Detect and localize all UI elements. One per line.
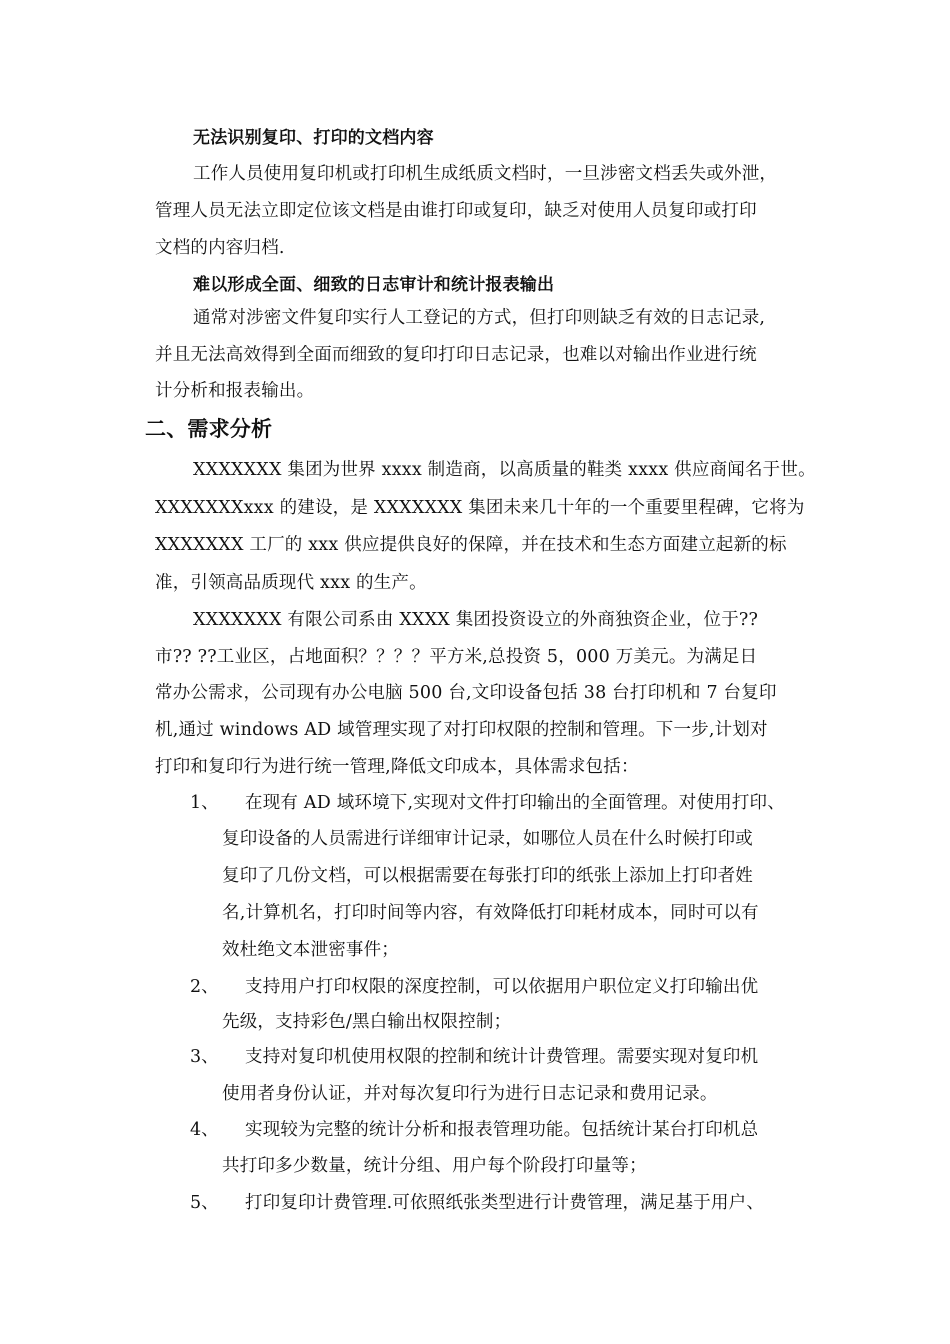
paragraph-line: 通常对涉密文件复印实行人工登记的方式，但打印则缺乏有效的日志记录, bbox=[193, 308, 766, 328]
paragraph-line: 文档的内容归档. bbox=[155, 238, 285, 258]
list-item-number: 3、 bbox=[190, 1047, 219, 1067]
list-item-line: 实现较为完整的统计分析和报表管理功能。包括统计某台打印机总 bbox=[245, 1120, 759, 1140]
list-item-line: 复印了几份文档，可以根据需要在每张打印的纸张上添加上打印者姓 bbox=[222, 866, 753, 886]
list-item-line: 打印复印计费管理.可依照纸张类型进行计费管理，满足基于用户、 bbox=[245, 1193, 765, 1213]
list-item-number: 5、 bbox=[190, 1193, 219, 1213]
paragraph-line: 管理人员无法立即定位该文档是由谁打印或复印，缺乏对使用人员复印或打印 bbox=[155, 201, 757, 221]
sub-heading-log-audit: 难以形成全面、细致的日志审计和统计报表输出 bbox=[193, 275, 555, 295]
paragraph-line: 并且无法高效得到全面而细致的复印打印日志记录，也难以对输出作业进行统 bbox=[155, 345, 757, 365]
list-item-line: 复印设备的人员需进行详细审计记录，如哪位人员在什么时候打印或 bbox=[222, 829, 753, 849]
paragraph-line: 市?? ??工业区，占地面积？？？？平方米,总投资 5，000 万美元。为满足日 bbox=[155, 647, 758, 667]
list-item-line: 支持对复印机使用权限的控制和统计计费管理。需要实现对复印机 bbox=[245, 1047, 759, 1067]
list-item-line: 共打印多少数量，统计分组、用户每个阶段打印量等； bbox=[222, 1156, 647, 1176]
paragraph-line: XXXXXXX 工厂的 xxx 供应提供良好的保障，并在技术和生态方面建立起新的标 bbox=[155, 535, 787, 555]
paragraph-line: 工作人员使用复印机或打印机生成纸质文档时，一旦涉密文档丢失或外泄， bbox=[193, 164, 778, 184]
sub-heading-copy-print-content: 无法识别复印、打印的文档内容 bbox=[193, 128, 434, 148]
paragraph-line: 常办公需求，公司现有办公电脑 500 台,文印设备包括 38 台打印机和 7 台复印 bbox=[155, 683, 777, 703]
list-item-line: 效杜绝文本泄密事件； bbox=[222, 940, 399, 960]
list-item-number: 4、 bbox=[190, 1120, 219, 1140]
paragraph-line: XXXXXXX 集团为世界 xxxx 制造商，以高质量的鞋类 xxxx 供应商闻名于世。 bbox=[193, 460, 816, 480]
list-item-line: 在现有 AD 域环境下,实现对文件打印输出的全面管理。对使用打印、 bbox=[245, 793, 785, 813]
paragraph-line: 准，引领高品质现代 xxx 的生产。 bbox=[155, 573, 427, 593]
list-item-line: 先级，支持彩色/黑白输出权限控制； bbox=[222, 1012, 512, 1032]
list-item-number: 1、 bbox=[190, 793, 219, 813]
paragraph-line: 机,通过 windows AD 域管理实现了对打印权限的控制和管理。下一步,计划对 bbox=[155, 720, 768, 740]
section-title: 二、需求分析 bbox=[145, 417, 273, 441]
list-item-line: 使用者身份认证，并对每次复印行为进行日志记录和费用记录。 bbox=[222, 1084, 718, 1104]
paragraph-line: 计分析和报表输出。 bbox=[155, 381, 315, 401]
paragraph-line: XXXXXXXxxx 的建设，是 XXXXXXX 集团未来几十年的一个重要里程碑，它将为 bbox=[155, 498, 805, 518]
list-item-line: 名,计算机名，打印时间等内容，有效降低打印耗材成本，同时可以有 bbox=[222, 903, 759, 923]
list-item-line: 支持用户打印权限的深度控制，可以依据用户职位定义打印输出优 bbox=[245, 977, 759, 997]
paragraph-line: 打印和复印行为进行统一管理,降低文印成本，具体需求包括： bbox=[155, 757, 639, 777]
list-item-number: 2、 bbox=[190, 977, 219, 997]
paragraph-line: XXXXXXX 有限公司系由 XXXX 集团投资设立的外商独资企业，位于?? bbox=[193, 610, 759, 630]
